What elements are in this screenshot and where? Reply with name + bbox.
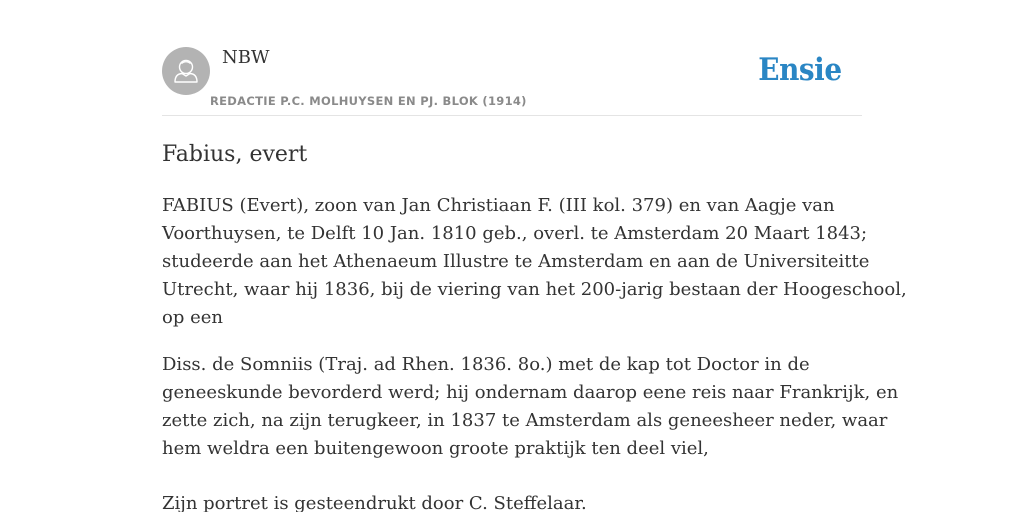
article-paragraph-2 — [162, 351, 899, 463]
text-line: zette zich, na zijn terugkeer, in 1837 te Amsterdam als geneesheer neder, waar — [162, 410, 888, 431]
text-line: hem weldra een buitengewoon groote praktijk ten deel viel, — [162, 438, 709, 459]
text-line: Utrecht, waar hij 1836, bij de viering van het 200-jarig bestaan der Hoogeschool, — [162, 279, 907, 300]
article-title: Fabius, evert — [162, 142, 308, 167]
text-line: op een — [162, 307, 223, 328]
text-line: studeerde aan het Athenaeum Illustre te Amsterdam en aan de Universiteitte — [162, 251, 870, 272]
text-line: geneeskunde bevorderd werd; hij ondernam daarop eene reis naar Frankrijk, en — [162, 382, 899, 403]
article-header — [162, 0, 862, 116]
page — [162, 0, 907, 512]
article-paragraph-1 — [162, 192, 907, 332]
text-line: Voorthuysen, te Delft 10 Jan. 1810 geb., overl. te Amsterdam 20 Maart 1843; — [162, 223, 868, 244]
author-name[interactable]: NBW — [222, 47, 270, 68]
text-line: FABIUS (Evert), zoon van Jan Christiaan F. (III kol. 379) en van Aagje van — [162, 195, 835, 216]
author-subtitle: REDACTIE P.C. MOLHUYSEN EN PJ. BLOK (1914) — [210, 94, 527, 108]
article-paragraph-3: Zijn portret is gesteendrukt door C. Steffelaar. — [162, 493, 587, 512]
text-line: Diss. de Somniis (Traj. ad Rhen. 1836. 8o.) met de kap tot Doctor in de — [162, 354, 810, 375]
user-icon — [162, 47, 210, 95]
ensie-logo[interactable]: Ensie — [758, 52, 842, 88]
author-avatar[interactable] — [162, 47, 210, 95]
